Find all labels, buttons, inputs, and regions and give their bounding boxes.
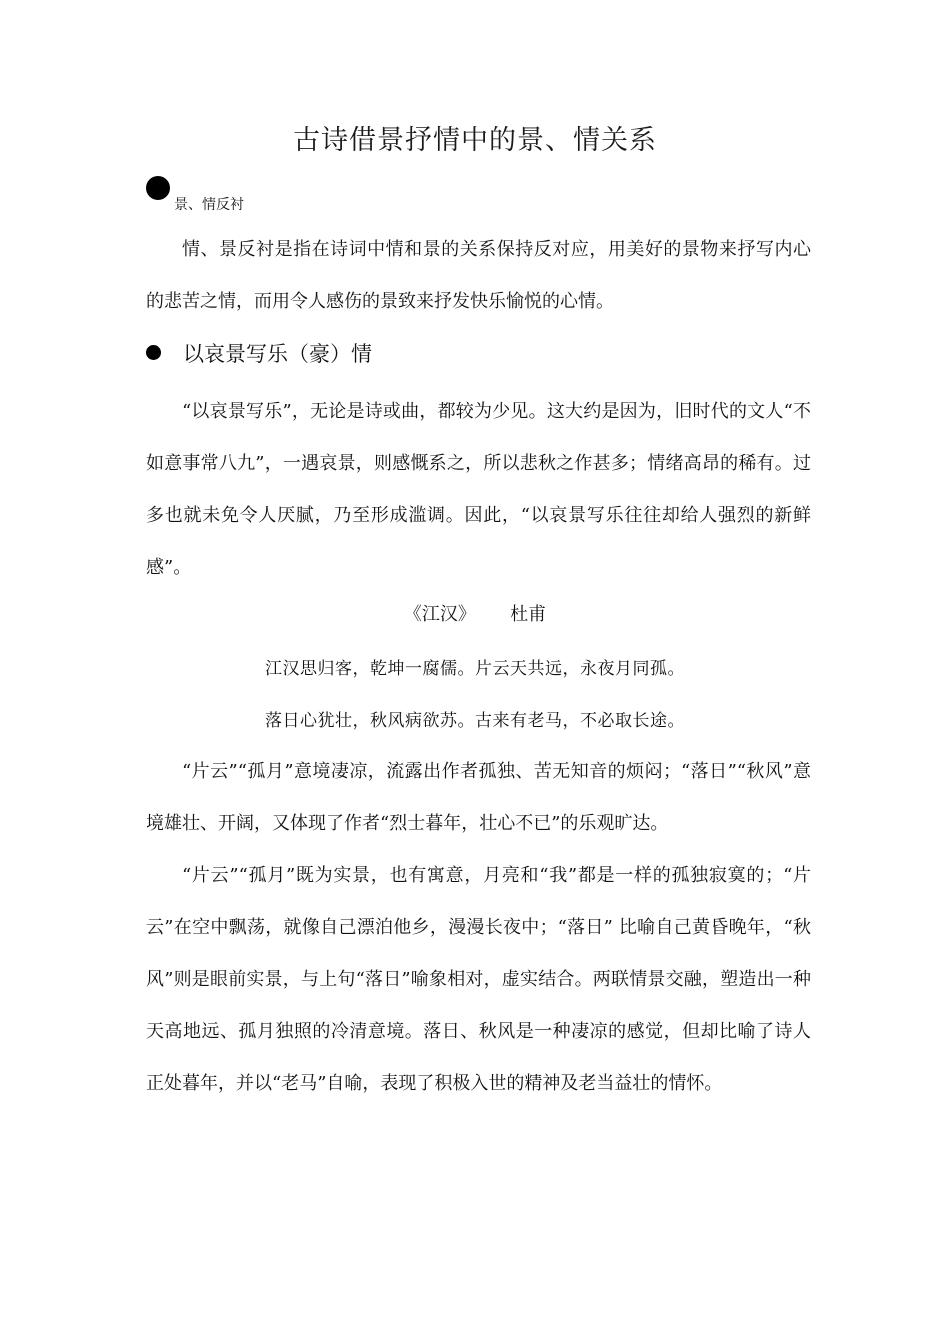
paragraph-analysis-1: “片云”“孤月”意境凄凉，流露出作者孤独、苦无知音的烦闷；“落日”“秋风”意境雄壮、开阔，又体现了作者“烈士暮年，壮心不已”的乐观旷达。 <box>146 761 811 834</box>
poem-heading <box>0 600 950 626</box>
section-heading-label: 以哀景写乐（豪）情 <box>183 342 372 366</box>
paragraph-contrast-definition: 情、景反衬是指在诗词中情和景的关系保持反对应，用美好的景物来抒写内心的悲苦之情，而用令人感伤的景致来抒发快乐愉悦的心情。 <box>146 239 811 312</box>
paragraph-analysis-2: “片云”“孤月”既为实景，也有寓意，月亮和“我”都是一样的孤独寂寞的；“片云”在空中飘荡，就像自己漂泊他乡，漫漫长夜中；“落日” 比喻自己黄昏晚年，“秋风”则是眼前实景，与上句“落日”喻象相对，虚实结合。两联情景交融，塑造出一种天高地远、孤月独照的冷清意境。落日、秋风是一种凄凉的感觉，但却比喻了诗人正处暮年，并以“老马”自喻，表现了积极入世的精神及老当益壮的情怀。 <box>146 865 811 1094</box>
section-heading-label: 景、情反衬 <box>174 197 244 213</box>
section-heading-sad-scene <box>146 336 372 372</box>
paragraph-sad-scene-explanation: “以哀景写乐”，无论是诗或曲，都较为少见。这大约是因为，旧时代的文人“不如意事常八九”，一遇哀景，则感慨系之，所以悲秋之作甚多；情绪高昂的稀有。过多也就未免令人厌腻，乃至形成滥调。因此，“以哀景写乐往往却给人强烈的新鲜感”。 <box>146 401 811 578</box>
poem-line: 江汉思归客，乾坤一腐儒。片云天共远，永夜月同孤。 <box>265 659 685 679</box>
poem-author: 杜甫 <box>510 604 547 625</box>
document-title: 古诗借景抒情中的景、情关系 <box>293 125 657 156</box>
poem-line: 落日心犹壮，秋风病欲苏。古来有老马，不必取长途。 <box>265 711 685 731</box>
poem-title: 《江汉》 <box>403 604 476 625</box>
bullet-icon <box>146 345 161 360</box>
bullet-icon <box>146 176 170 200</box>
